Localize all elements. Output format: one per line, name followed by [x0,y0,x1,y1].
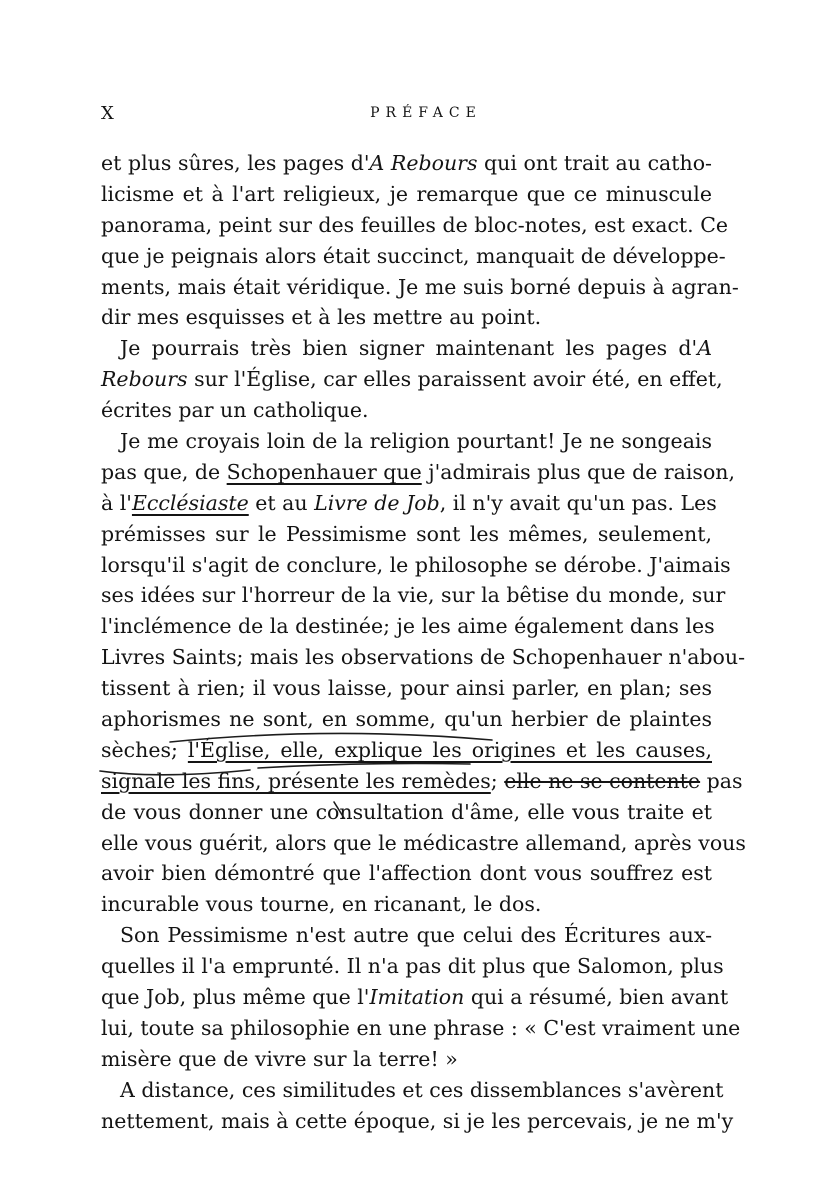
text-line: dir mes esquisses et à les mettre au point. [101,305,542,330]
text-line: licisme et à l'art religieux, je remarque que ce minuscule [101,181,712,206]
italic-title: A [697,336,712,361]
body-text [101,148,746,1137]
italic-title: Rebours [101,367,188,392]
section-title: PRÉFACE [370,105,482,121]
pencil-underline: l'Église, elle, explique les origines et les causes, [187,737,712,762]
italic-title: A Rebours [369,151,478,175]
text-line: lui, toute sa philosophie en une phrase : « C'est vraiment une [101,1015,741,1040]
paragraph-start: Je me croyais loin de la religion pourtant! Je ne songeais [120,429,712,454]
pencil-underline: Schopenhauer que [226,459,422,484]
paragraph-start: Son Pessimisme n'est autre que celui des Écritures aux- [120,923,712,948]
text-line: de vous donner une consultation d'âme, elle vous traite et [101,799,712,824]
paragraph-start: Je pourrais très bien signer maintenant les pages d'A [120,336,712,361]
italic-title: Imitation [369,985,465,1010]
text-line: que je peignais alors était succinct, manquait de développe- [101,243,726,268]
text-line: incurable vous tourne, en ricanant, le dos. [101,892,542,917]
text-line: Rebours sur l'Église, car elles paraissent avoir été, en effet, [101,367,723,392]
text-line: sèches; l'Église, elle, explique les origines et les causes, [101,737,712,762]
italic-title: Ecclésiaste [131,490,249,515]
text-line: ments, mais était véridique. Je me suis borné depuis à agran- [101,274,739,299]
text-line: écrites par un catholique. [101,398,369,423]
text-line: prémisses sur le Pessimisme sont les mêmes, seulement, [101,521,712,546]
pencil-strikethrough: elle ne se contente [504,768,701,793]
italic-title: Livre de Job [314,490,440,515]
text-line: nettement, mais à cette époque, si je les percevais, je ne m'y [101,1108,734,1133]
text-line: l'inclémence de la destinée; je les aime également dans les [101,614,715,639]
text-line: avoir bien démontré que l'affection dont vous souffrez est [101,861,712,886]
text-line: quelles il l'a emprunté. Il n'a pas dit plus que Salomon, plus [101,954,724,979]
text-line: panorama, peint sur des feuilles de bloc-notes, est exact. Ce [101,212,729,237]
text-line: à l'Ecclésiaste et au Livre de Job, il n'y avait qu'un pas. Les [101,490,717,515]
text-line: lorsqu'il s'agit de conclure, le philosophe se dérobe. J'aimais [101,552,731,577]
text-line: misère que de vivre sur la terre! » [101,1046,458,1071]
text-line: pas que, de Schopenhauer que j'admirais plus que de raison, [101,459,736,484]
pencil-underline: signale les fins, présente les remèdes [101,768,491,793]
running-head [101,103,711,129]
text-line: Livres Saints; mais les observations de Schopenhauer n'abou- [101,645,746,670]
text-line: signale les fins, présente les remèdes; elle ne se contente pas [101,768,743,793]
text-line: elle vous guérit, alors que le médicastre allemand, après vous [101,830,746,855]
text-line: ses idées sur l'horreur de la vie, sur la bêtise du monde, sur [101,583,726,608]
text-line: et plus sûres, les pages d'A Rebours qui ont trait au catho- [101,151,712,175]
text-line: que Job, plus même que l'Imitation qui a résumé, bien avant [101,985,729,1010]
paragraph-start: A distance, ces similitudes et ces dissemblances s'avèrent [120,1077,724,1102]
text-line: aphorismes ne sont, en somme, qu'un herbier de plaintes [101,707,712,732]
text-line: tissent à rien; il vous laisse, pour ainsi parler, en plan; ses [101,676,712,701]
page-number: X [101,103,115,124]
